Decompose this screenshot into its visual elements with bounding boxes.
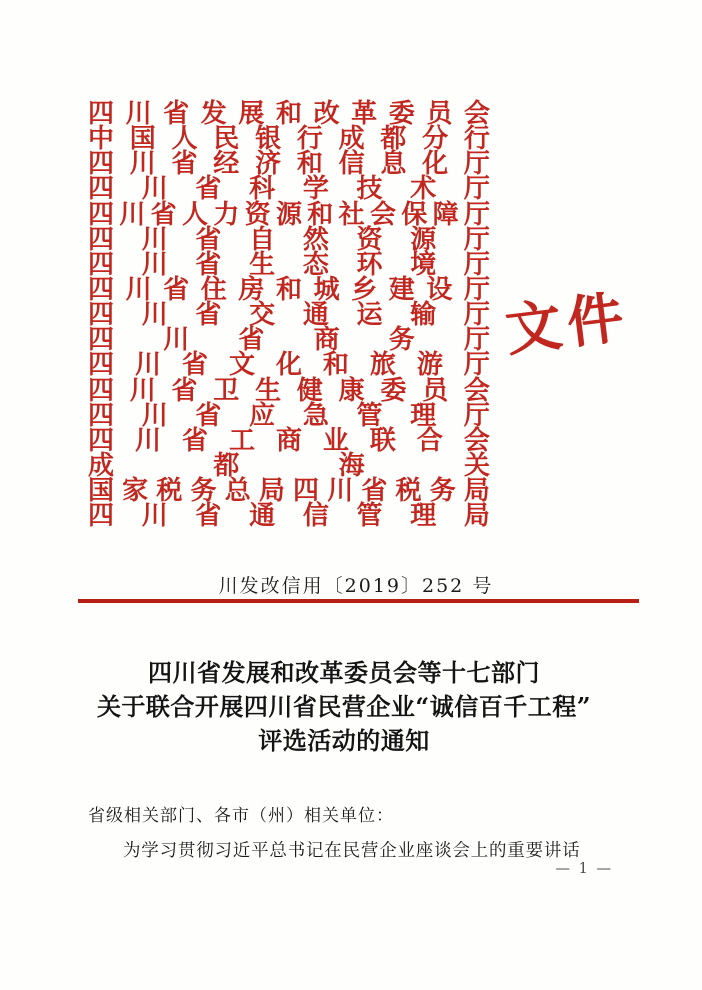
agency-character: 自 xyxy=(249,224,276,255)
agency-character: 省 xyxy=(171,375,198,406)
agency-character: 分 xyxy=(422,124,449,155)
agency-character: 化 xyxy=(275,350,302,381)
agency-character: 厅 xyxy=(463,174,490,205)
agency-character: 川 xyxy=(125,274,152,305)
agency-character: 省 xyxy=(195,224,222,255)
document-number: 川发改信用〔2019〕252 号 xyxy=(218,575,494,597)
agency-character: 康 xyxy=(338,375,365,406)
agency-character: 省 xyxy=(181,350,208,381)
agency-character: 业 xyxy=(322,425,349,456)
agency-character: 术 xyxy=(410,174,437,205)
agency-character: 厅 xyxy=(463,224,490,255)
agency-character: 国 xyxy=(129,124,156,155)
agency-character: 川 xyxy=(134,350,161,381)
agency-character: 厅 xyxy=(463,300,490,331)
agency-row xyxy=(88,501,490,532)
agency-character: 建 xyxy=(388,274,415,305)
agency-character: 发 xyxy=(200,99,227,129)
agency-character: 都 xyxy=(213,450,240,481)
agency-character: 革 xyxy=(351,99,378,129)
agency-character: 人 xyxy=(171,124,198,155)
title-line-2: 关于联合开展四川省民营企业“诚信百千工程” xyxy=(96,692,592,721)
agency-character: 经 xyxy=(213,149,240,180)
agency-character: 川 xyxy=(141,249,168,280)
agency-character: 四 xyxy=(88,325,115,356)
agency-character: 资 xyxy=(356,224,383,255)
agency-character: 厅 xyxy=(463,149,490,180)
agency-character: 学 xyxy=(302,174,329,205)
agency-character: 理 xyxy=(410,400,437,431)
agency-character: 改 xyxy=(313,99,340,129)
agency-character: 技 xyxy=(356,174,383,205)
agency-character: 中 xyxy=(88,124,115,155)
agency-character: 省 xyxy=(195,501,222,532)
agency-character: 合 xyxy=(416,425,443,456)
agency-character: 务 xyxy=(429,476,456,507)
agency-character: 管 xyxy=(356,400,383,431)
agency-character: 成 xyxy=(338,124,365,155)
agency-character: 务 xyxy=(388,325,415,356)
agency-character: 和 xyxy=(296,149,323,180)
agency-character: 和 xyxy=(307,199,334,230)
agency-character: 国 xyxy=(88,476,115,507)
agency-character: 力 xyxy=(213,199,240,230)
agency-character: 四 xyxy=(88,99,115,129)
agency-character: 省 xyxy=(163,99,190,129)
agency-character: 局 xyxy=(463,501,490,532)
agency-row xyxy=(88,199,490,230)
agency-character: 川 xyxy=(141,300,168,331)
agency-character: 息 xyxy=(380,149,407,180)
agency-character: 四 xyxy=(88,224,115,255)
agency-character: 四 xyxy=(88,199,115,230)
agency-character: 会 xyxy=(463,425,490,456)
agency-character: 省 xyxy=(163,274,190,305)
agency-character: 工 xyxy=(228,425,255,456)
agency-character: 都 xyxy=(380,124,407,155)
agency-character: 川 xyxy=(141,501,168,532)
agency-character: 银 xyxy=(255,124,282,155)
agency-character: 急 xyxy=(302,400,329,431)
agency-character: 会 xyxy=(369,199,396,230)
agency-character: 四 xyxy=(88,400,115,431)
agency-character: 环 xyxy=(356,249,383,280)
agency-character: 旅 xyxy=(369,350,396,381)
agency-character: 省 xyxy=(238,325,265,356)
agency-row xyxy=(88,425,490,456)
agency-character: 和 xyxy=(275,99,302,129)
agency-character: 成 xyxy=(88,450,115,481)
agency-character: 局 xyxy=(258,476,285,507)
agency-character: 会 xyxy=(463,375,490,406)
agency-character: 员 xyxy=(422,375,449,406)
agency-character: 省 xyxy=(181,425,208,456)
agency-character: 厅 xyxy=(463,199,490,230)
agency-character: 税 xyxy=(395,476,422,507)
agency-character: 城 xyxy=(313,274,340,305)
agency-character: 四 xyxy=(88,375,115,406)
agency-character: 管 xyxy=(356,501,383,532)
agency-character: 川 xyxy=(134,425,161,456)
agency-character: 通 xyxy=(302,300,329,331)
agency-character: 商 xyxy=(275,425,302,456)
agency-character: 四 xyxy=(88,425,115,456)
title-line-1: 四川省发展和改革委员会等十七部门 xyxy=(148,658,540,687)
document-title xyxy=(28,656,660,758)
body-paragraph: 为学习贯彻习近平总书记在民营企业座谈会上的重要讲话 xyxy=(123,841,581,861)
agency-character: 乡 xyxy=(351,274,378,305)
agency-character: 联 xyxy=(369,425,396,456)
page-number: — 1 — xyxy=(555,861,613,877)
agency-character: 应 xyxy=(249,400,276,431)
agency-character: 委 xyxy=(380,375,407,406)
agency-character: 源 xyxy=(275,199,302,230)
agency-character: 源 xyxy=(410,224,437,255)
agency-character: 社 xyxy=(338,199,365,230)
agency-character: 总 xyxy=(224,476,251,507)
agency-character: 健 xyxy=(296,375,323,406)
agency-character: 川 xyxy=(129,149,156,180)
agency-character: 关 xyxy=(463,450,490,481)
agency-row xyxy=(88,375,490,406)
title-line-3: 评选活动的通知 xyxy=(258,726,430,755)
agency-character: 厅 xyxy=(463,325,490,356)
agency-character: 然 xyxy=(302,224,329,255)
agency-character: 卫 xyxy=(213,375,240,406)
agency-character: 游 xyxy=(416,350,443,381)
agency-character: 科 xyxy=(249,174,276,205)
agency-character: 省 xyxy=(361,476,388,507)
agency-character: 行 xyxy=(296,124,323,155)
agency-character: 人 xyxy=(181,199,208,230)
agency-character: 局 xyxy=(463,476,490,507)
agency-character: 川 xyxy=(141,400,168,431)
agency-character: 省 xyxy=(195,400,222,431)
agency-character: 省 xyxy=(171,149,198,180)
agency-character: 省 xyxy=(150,199,177,230)
letterhead-agency-list xyxy=(88,99,490,532)
agency-character: 厅 xyxy=(463,274,490,305)
agency-row xyxy=(88,300,490,331)
agency-character: 川 xyxy=(119,199,146,230)
agency-character: 和 xyxy=(275,274,302,305)
agency-character: 输 xyxy=(410,300,437,331)
agency-character: 境 xyxy=(410,249,437,280)
agency-character: 信 xyxy=(302,501,329,532)
agency-character: 家 xyxy=(122,476,149,507)
agency-character: 障 xyxy=(432,199,459,230)
agency-character: 川 xyxy=(141,224,168,255)
agency-character: 务 xyxy=(190,476,217,507)
agency-character: 信 xyxy=(338,149,365,180)
red-separator-rule xyxy=(78,599,639,603)
agency-character: 省 xyxy=(195,174,222,205)
agency-row xyxy=(88,174,490,205)
agency-character: 理 xyxy=(410,501,437,532)
agency-row xyxy=(88,350,490,381)
agency-character: 员 xyxy=(426,99,453,129)
agency-character: 四 xyxy=(88,300,115,331)
agency-character: 资 xyxy=(244,199,271,230)
agency-character: 四 xyxy=(88,350,115,381)
agency-character: 商 xyxy=(313,325,340,356)
agency-character: 四 xyxy=(88,501,115,532)
agency-character: 厅 xyxy=(463,350,490,381)
agency-character: 省 xyxy=(195,300,222,331)
agency-character: 济 xyxy=(255,149,282,180)
agency-character: 厅 xyxy=(463,249,490,280)
agency-character: 房 xyxy=(238,274,265,305)
agency-character: 展 xyxy=(238,99,265,129)
salutation: 省级相关部门、各市（州）相关单位： xyxy=(88,806,394,826)
agency-character: 川 xyxy=(163,325,190,356)
agency-character: 和 xyxy=(322,350,349,381)
agency-character: 四 xyxy=(88,249,115,280)
agency-character: 厅 xyxy=(463,400,490,431)
agency-character: 住 xyxy=(200,274,227,305)
agency-character: 四 xyxy=(88,174,115,205)
agency-character: 川 xyxy=(129,375,156,406)
agency-character: 海 xyxy=(338,450,365,481)
agency-character: 设 xyxy=(426,274,453,305)
agency-character: 行 xyxy=(463,124,490,155)
agency-character: 化 xyxy=(422,149,449,180)
agency-character: 四 xyxy=(293,476,320,507)
agency-character: 四 xyxy=(88,274,115,305)
agency-character: 态 xyxy=(302,249,329,280)
document-stamp-label: 文件 xyxy=(501,283,634,365)
agency-character: 省 xyxy=(195,249,222,280)
agency-character: 生 xyxy=(249,249,276,280)
agency-character: 通 xyxy=(249,501,276,532)
agency-character: 川 xyxy=(141,174,168,205)
agency-character: 文 xyxy=(228,350,255,381)
agency-character: 生 xyxy=(255,375,282,406)
agency-character: 民 xyxy=(213,124,240,155)
agency-character: 委 xyxy=(388,99,415,129)
agency-character: 川 xyxy=(327,476,354,507)
agency-character: 会 xyxy=(463,99,490,129)
agency-character: 运 xyxy=(356,300,383,331)
agency-character: 税 xyxy=(156,476,183,507)
agency-character: 四 xyxy=(88,149,115,180)
agency-character: 交 xyxy=(249,300,276,331)
agency-character: 川 xyxy=(125,99,152,129)
agency-character: 保 xyxy=(401,199,428,230)
